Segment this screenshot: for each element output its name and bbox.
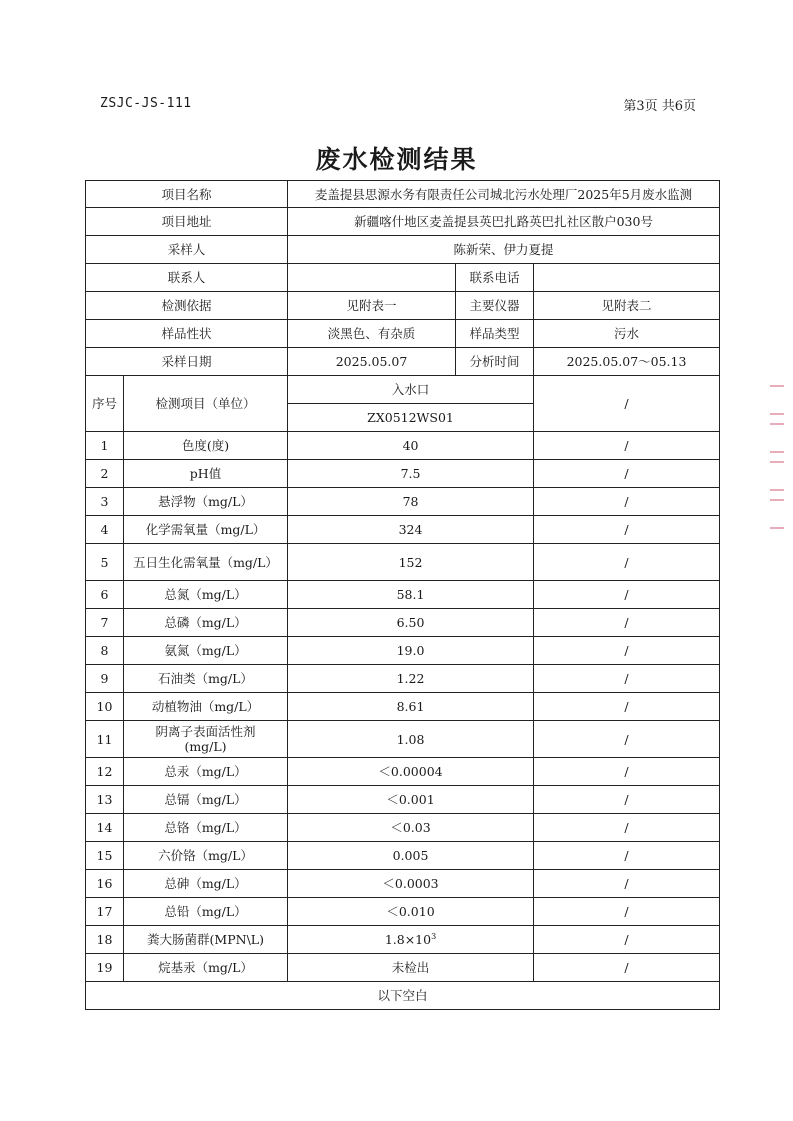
row-item: 总砷（mg/L） — [124, 870, 288, 898]
phone-value — [534, 264, 720, 292]
row-other: / — [534, 581, 720, 609]
row-other: / — [534, 842, 720, 870]
row-item: 化学需氧量（mg/L） — [124, 516, 288, 544]
info-row-dates — [86, 348, 720, 376]
row-no: 2 — [86, 460, 124, 488]
row-no: 15 — [86, 842, 124, 870]
row-other: / — [534, 758, 720, 786]
row-other: / — [534, 460, 720, 488]
table-row — [86, 814, 720, 842]
table-row — [86, 693, 720, 721]
sample-type-value: 污水 — [534, 320, 720, 348]
row-value: 152 — [288, 544, 534, 581]
table-row — [86, 432, 720, 460]
sample-type-label: 样品类型 — [456, 320, 534, 348]
other-column-header: / — [534, 376, 720, 432]
table-row — [86, 870, 720, 898]
col-item-header: 检测项目（单位） — [124, 376, 288, 432]
row-no: 12 — [86, 758, 124, 786]
row-no: 18 — [86, 926, 124, 954]
row-item: 五日生化需氧量（mg/L） — [124, 544, 288, 581]
table-row — [86, 637, 720, 665]
basis-value: 见附表一 — [288, 292, 456, 320]
contact-value — [288, 264, 456, 292]
row-item: 悬浮物（mg/L） — [124, 488, 288, 516]
analysis-time-label: 分析时间 — [456, 348, 534, 376]
table-row — [86, 758, 720, 786]
project-name-value: 麦盖提县思源水务有限责任公司城北污水处理厂2025年5月废水监测 — [288, 181, 720, 208]
table-row — [86, 665, 720, 693]
phone-label: 联系电话 — [456, 264, 534, 292]
info-row-project-name — [86, 181, 720, 208]
row-value: ＜0.03 — [288, 814, 534, 842]
row-item: 氨氮（mg/L） — [124, 637, 288, 665]
row-item: 粪大肠菌群(MPN\L) — [124, 926, 288, 954]
row-no: 1 — [86, 432, 124, 460]
row-no: 11 — [86, 721, 124, 758]
table-row — [86, 609, 720, 637]
sampling-date-value: 2025.05.07 — [288, 348, 456, 376]
row-no: 8 — [86, 637, 124, 665]
table-row — [86, 926, 720, 954]
table-row — [86, 786, 720, 814]
sample-property-value: 淡黑色、有杂质 — [288, 320, 456, 348]
row-other: / — [534, 516, 720, 544]
row-no: 17 — [86, 898, 124, 926]
table-row — [86, 898, 720, 926]
row-value: 8.61 — [288, 693, 534, 721]
row-no: 9 — [86, 665, 124, 693]
table-row — [86, 488, 720, 516]
result-table-body — [85, 263, 720, 1010]
table-row — [86, 721, 720, 758]
sample-property-label: 样品性状 — [86, 320, 288, 348]
row-other: / — [534, 609, 720, 637]
row-no: 6 — [86, 581, 124, 609]
info-row-basis — [86, 292, 720, 320]
row-item — [124, 721, 288, 758]
sampling-point-header: 入水口 — [288, 376, 534, 404]
row-value: 1.08 — [288, 721, 534, 758]
table-row — [86, 954, 720, 982]
row-other: / — [534, 870, 720, 898]
row-other: / — [534, 954, 720, 982]
row-value: ＜0.0003 — [288, 870, 534, 898]
row-item-line2: (mg/L) — [184, 739, 227, 754]
row-no: 14 — [86, 814, 124, 842]
row-item: 色度(度) — [124, 432, 288, 460]
analysis-time-value: 2025.05.07～05.13 — [534, 348, 720, 376]
row-item: 六价铬（mg/L） — [124, 842, 288, 870]
row-other: / — [534, 488, 720, 516]
row-item-line1: 阴离子表面活性剂 — [155, 724, 256, 739]
sampling-date-label: 采样日期 — [86, 348, 288, 376]
instrument-value: 见附表二 — [534, 292, 720, 320]
row-value: 324 — [288, 516, 534, 544]
row-value: 未检出 — [288, 954, 534, 982]
report-title: 废水检测结果 — [315, 145, 478, 174]
row-item: pH值 — [124, 460, 288, 488]
row-value: 78 — [288, 488, 534, 516]
row-value: 6.50 — [288, 609, 534, 637]
table-row — [86, 842, 720, 870]
row-other: / — [534, 665, 720, 693]
sample-code: ZX0512WS01 — [288, 404, 534, 432]
page-number: 第3页 共6页 — [623, 99, 696, 114]
row-no: 13 — [86, 786, 124, 814]
sampler-label: 采样人 — [86, 236, 288, 264]
row-item: 动植物油（mg/L） — [124, 693, 288, 721]
table-row — [86, 581, 720, 609]
row-other: / — [534, 786, 720, 814]
row-item: 石油类（mg/L） — [124, 665, 288, 693]
row-value: 40 — [288, 432, 534, 460]
row-no: 10 — [86, 693, 124, 721]
table-row — [86, 516, 720, 544]
row-no: 19 — [86, 954, 124, 982]
results-header-row — [86, 376, 720, 404]
row-value: 19.0 — [288, 637, 534, 665]
row-value-exponent: 3 — [431, 931, 437, 941]
row-no: 7 — [86, 609, 124, 637]
row-value: 7.5 — [288, 460, 534, 488]
document-code: ZSJC-JS-111 — [100, 96, 192, 111]
row-value: 0.005 — [288, 842, 534, 870]
row-no: 16 — [86, 870, 124, 898]
row-value: ＜0.00004 — [288, 758, 534, 786]
info-row-sample-property — [86, 320, 720, 348]
row-item: 总镉（mg/L） — [124, 786, 288, 814]
row-other: / — [534, 693, 720, 721]
row-value: 58.1 — [288, 581, 534, 609]
row-no: 3 — [86, 488, 124, 516]
project-address-label: 项目地址 — [86, 208, 288, 236]
table-footer-row — [86, 982, 720, 1010]
col-no-header: 序号 — [86, 376, 124, 432]
row-value-base: 1.8×10 — [384, 932, 432, 947]
row-item: 总氮（mg/L） — [124, 581, 288, 609]
contact-label: 联系人 — [86, 264, 288, 292]
row-value: ＜0.010 — [288, 898, 534, 926]
row-item: 总磷（mg/L） — [124, 609, 288, 637]
row-item: 总汞（mg/L） — [124, 758, 288, 786]
row-value: 1.22 — [288, 665, 534, 693]
row-no: 4 — [86, 516, 124, 544]
row-item: 总铬（mg/L） — [124, 814, 288, 842]
row-other: / — [534, 898, 720, 926]
info-row-sampler — [86, 236, 720, 264]
row-no: 5 — [86, 544, 124, 581]
row-other: / — [534, 544, 720, 581]
row-other: / — [534, 814, 720, 842]
row-other: / — [534, 432, 720, 460]
row-item: 总铅（mg/L） — [124, 898, 288, 926]
row-value — [288, 926, 534, 954]
row-item: 烷基汞（mg/L） — [124, 954, 288, 982]
row-other: / — [534, 926, 720, 954]
project-address-value: 新疆喀什地区麦盖提县英巴扎路英巴扎社区散户030号 — [288, 208, 720, 236]
instrument-label: 主要仪器 — [456, 292, 534, 320]
row-value: ＜0.001 — [288, 786, 534, 814]
info-row-contact — [86, 264, 720, 292]
table-row — [86, 460, 720, 488]
sampler-value: 陈新荣、伊力夏提 — [288, 236, 720, 264]
basis-label: 检测依据 — [86, 292, 288, 320]
row-other: / — [534, 637, 720, 665]
result-table — [85, 180, 720, 264]
row-other: / — [534, 721, 720, 758]
table-row — [86, 544, 720, 581]
blank-below-note: 以下空白 — [86, 982, 720, 1010]
seal-stamp-edge — [765, 385, 789, 540]
info-row-project-address — [86, 208, 720, 236]
project-name-label: 项目名称 — [86, 181, 288, 208]
